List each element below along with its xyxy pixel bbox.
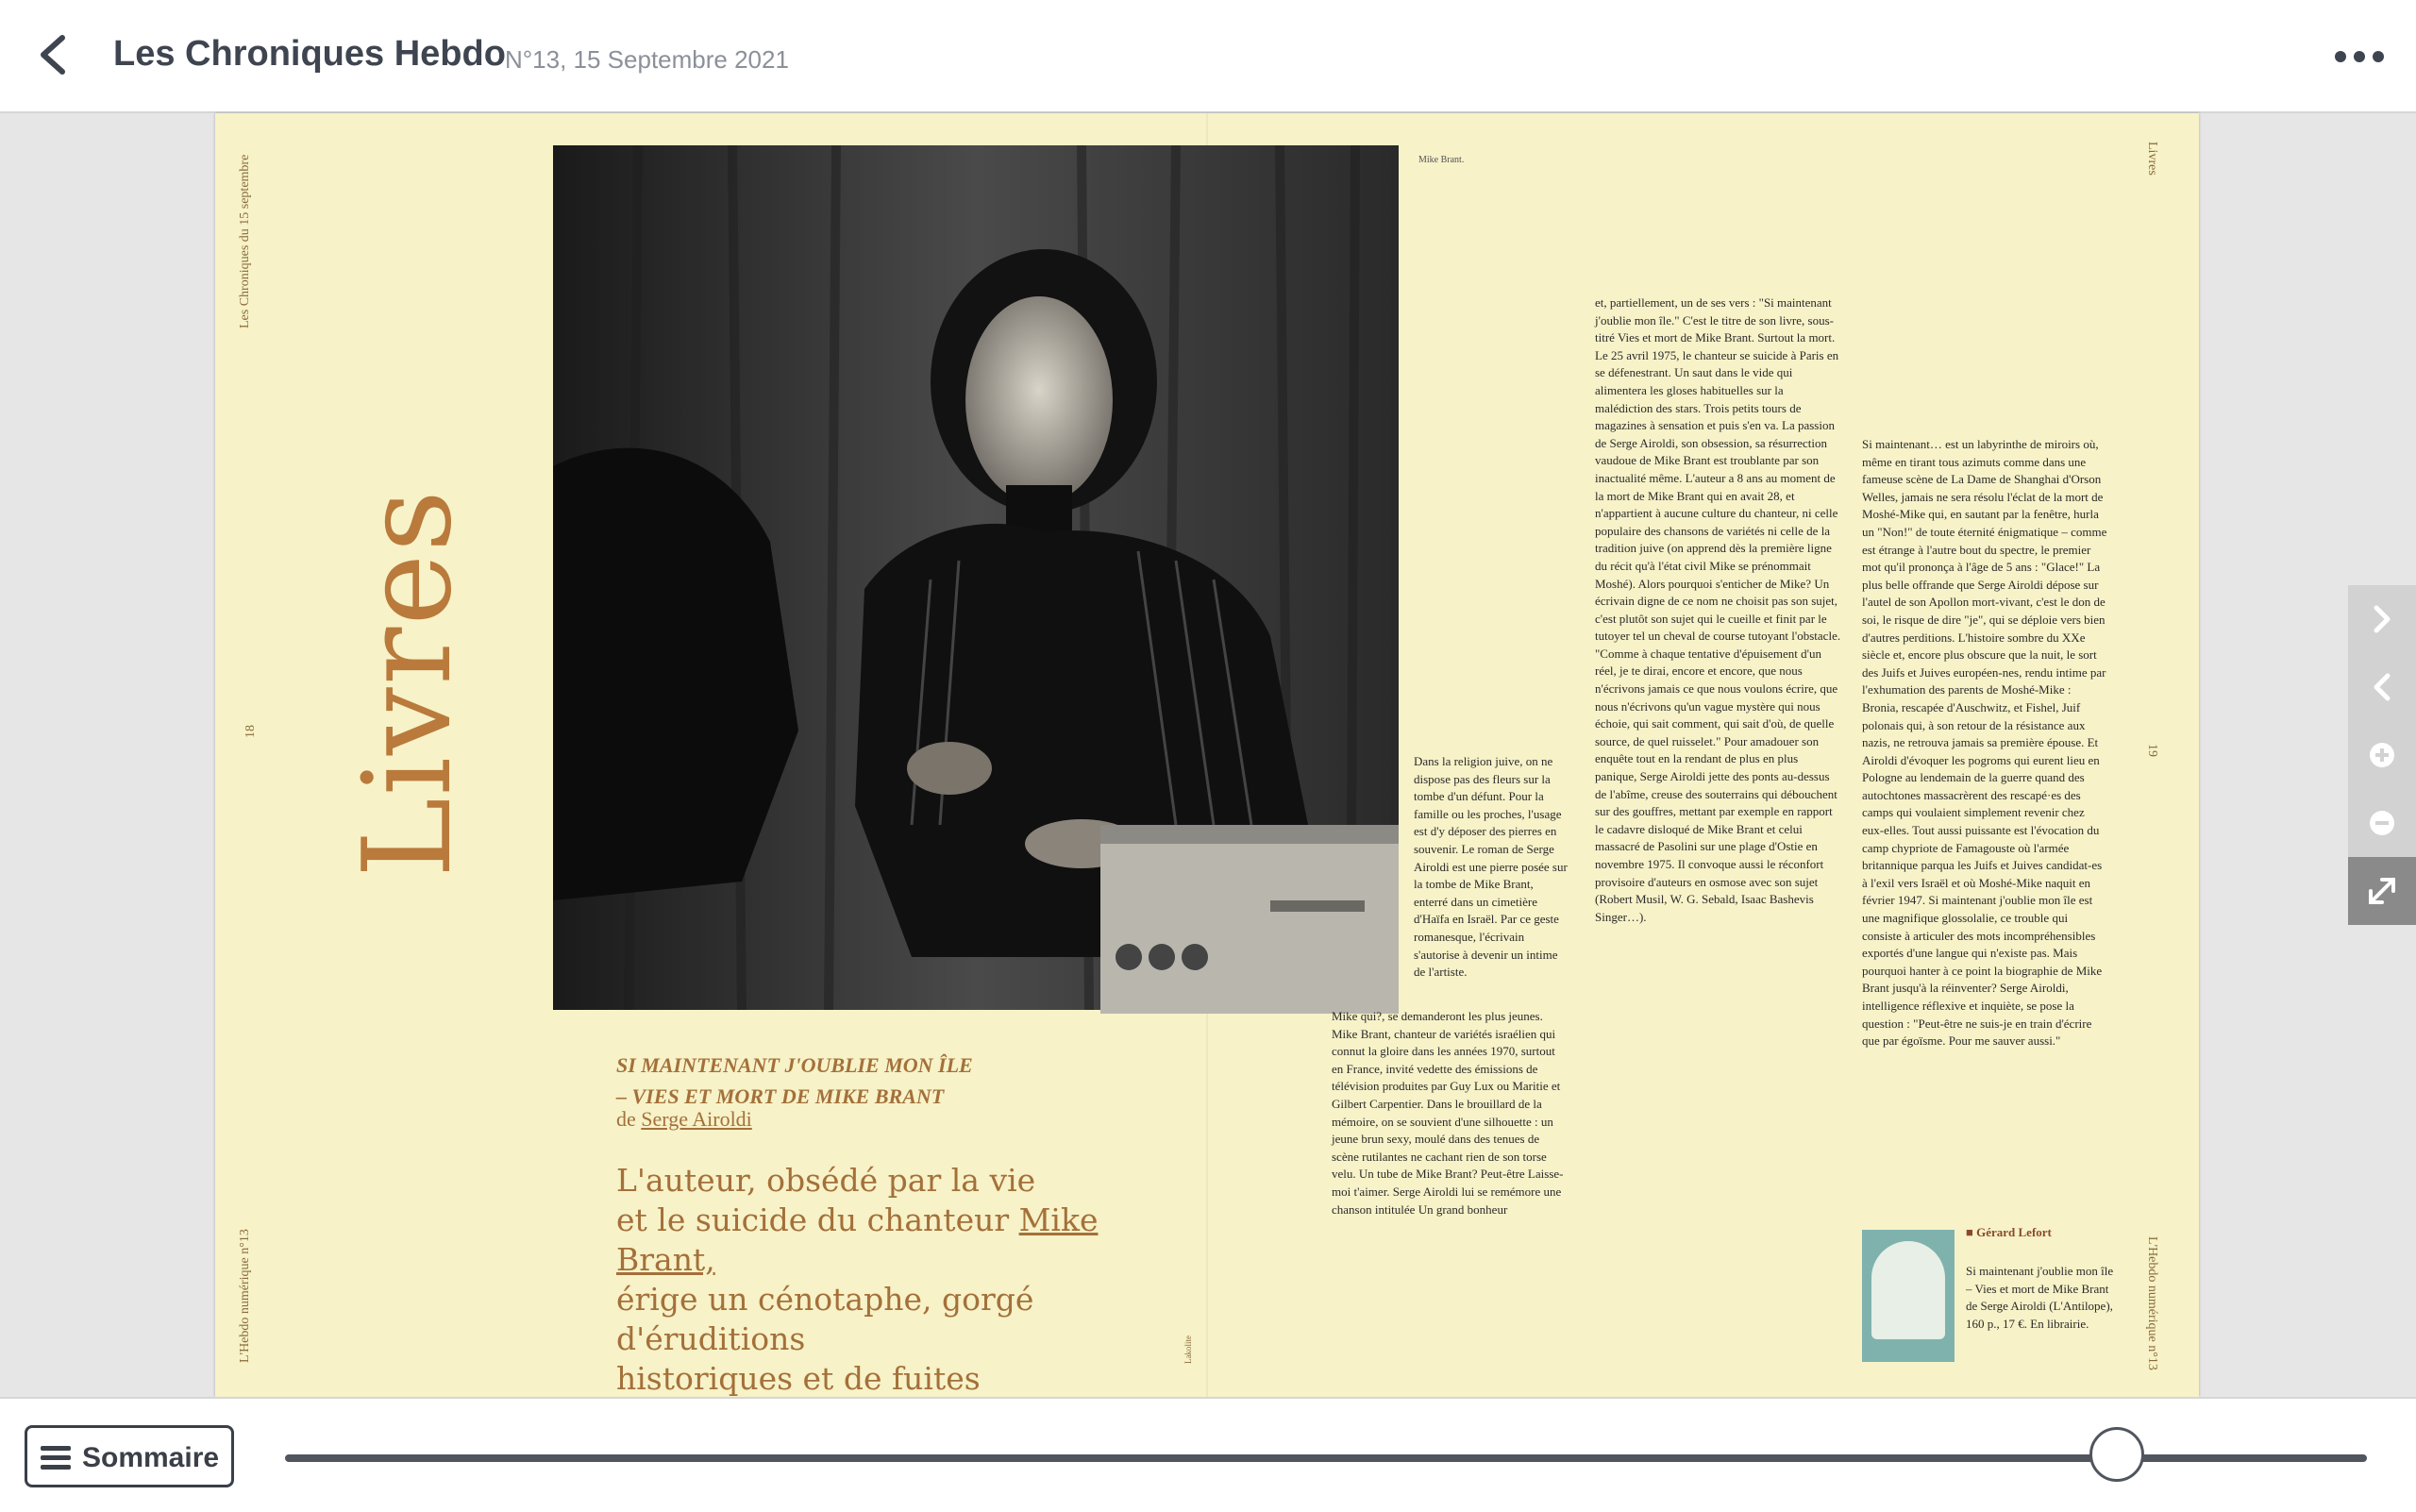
zoom-out-button[interactable]: [2348, 789, 2416, 857]
chevron-left-icon: [28, 28, 81, 81]
previous-page-button[interactable]: [2348, 653, 2416, 721]
right-running-head: Livres: [2145, 142, 2159, 176]
page-slider-track[interactable]: [285, 1454, 2367, 1462]
photo-credit: Lakolite: [1183, 1336, 1193, 1364]
chevron-left-icon: [2348, 653, 2416, 721]
lead-text: et le suicide du chanteur: [616, 1201, 1019, 1238]
right-footer: L'Hebdo numérique n°13: [2145, 1236, 2159, 1370]
author-line: [616, 1107, 752, 1132]
lead-line: [616, 1201, 1145, 1280]
article-signature: ■ Gérard Lefort: [1966, 1225, 2052, 1239]
book-title: [616, 1050, 973, 1112]
right-page-number: 19: [2145, 744, 2159, 757]
artist-link[interactable]: Mike Brant,: [616, 1201, 1099, 1278]
lead-line: L'auteur, obsédé par la vie: [616, 1162, 1036, 1199]
table-of-contents-button[interactable]: [25, 1425, 234, 1487]
book-info: Si maintenant j'oublie mon île – Vies et mort de Mike Brant de Serge Airoldi (L'Antilope), 160 p., 17 €. En librairie.: [1966, 1264, 2114, 1331]
fullscreen-button[interactable]: [2348, 857, 2416, 925]
issue-date: N°13, 15 Septembre 2021: [505, 45, 789, 74]
artist-photo: [553, 145, 1399, 1010]
book-cover-image: [1862, 1230, 1955, 1362]
menu-icon: [41, 1444, 71, 1470]
zoom-in-button[interactable]: [2348, 721, 2416, 789]
section-title: Livres: [338, 488, 478, 878]
left-running-head: Les Chroniques du 15 septembre: [238, 154, 252, 328]
page-controls: [2348, 585, 2416, 925]
chevron-right-icon: [2348, 585, 2416, 653]
article-column: et, partiellement, un de ses vers : "Si maintenant j'oublie mon île." C'est le titre de son livre, sous-titré Vies et mort de Mike Brant. Surtout la mort. Le 25 avril 1975, le chanteur se suicide à Paris en se défenestrant. Un saut dans le vide qui alimentera les gloses habituelles sur la malédiction des stars. Trois petits tours de magazines à sensation et puis s'en va. La passion de Serge Airoldi, son obsession, sa résurrection vaudoue de Mike Brant est troublante par son inactualité même. L'auteur a 8 ans au moment de la mort de Mike Brant qui en avait 28, et n'appartient à aucune culture du chanteur, ni celle populaire des chansons de variétés ni celle de la tradition juive (on apprend dès la première ligne du récit qu'à l'état civil Mike se prénommait Moshé). Alors pourquoi s'enticher de Mike? Un écrivain digne de ce nom ne choisit pas son sujet, c'est plutôt son sujet qui le cueille et finit par le tutoyer tel un cheval de course tutoyant l'obstacle. "Comme à chaque tentative d'épuisement d'un réel, je te dirai, encore et encore, que nous n'écrivons jamais ce que nous voulons écrire, que nous n'écrivons qu'un vague mystère qui nous échoie, qui sait comment, qui sait d'où, de quelle source, de quel ruisselet." Pour amadouer son enquête tout en la rendant de plus en plus panique, Serge Airoldi jette des ponts au-dessus de l'abîme, creuse des souterrains qui débouchent sur des gouffres, mettant par exemple en rapport le cadavre disloqué de Mike Brant et celui massacré de Pasolini sur une plage d'Ostie en novembre 1975. Il convoque aussi le réconfort provisoire d'auteurs en osmose avec son sujet (Robert Musil, W. G. Sebald, Isaac Bashevis Singer…).: [1595, 295, 1841, 924]
photo-caption: Mike Brant.: [1418, 155, 1465, 165]
magazine-spread[interactable]: [215, 113, 2199, 1397]
next-page-button[interactable]: [2348, 585, 2416, 653]
book-subtitle-line: – VIES ET MORT DE MIKE BRANT: [616, 1084, 945, 1108]
lead-line: érige un cénotaphe, gorgé d'éruditions: [616, 1281, 1034, 1357]
zoom-in-icon: [2348, 721, 2416, 789]
left-footer: L'Hebdo numérique n°13: [238, 1229, 252, 1363]
author-prefix: de: [616, 1107, 642, 1131]
top-bar: [0, 0, 2416, 113]
bottom-bar: [0, 1397, 2416, 1512]
fullscreen-icon: [2348, 857, 2416, 925]
book-title-line: SI MAINTENANT J'OUBLIE MON ÎLE: [616, 1053, 973, 1077]
page-slider-thumb[interactable]: [2089, 1427, 2144, 1482]
article-column: Dans la religion juive, on ne dispose pas des fleurs sur la tombe d'un défunt. Pour la famille ou les proches, l'usage est d'y déposer des pierres en souvenir. Le roman de Serge Airoldi est une pierre posée sur la tombe de Mike Brant, enterré dans un cimetière d'Haïfa en Israël. Par ce geste romanesque, l'écrivain s'autorise à devenir un intime de l'artiste.: [1414, 754, 1568, 980]
article-column: Si maintenant… est un labyrinthe de miroirs où, même en tirant tous azimuts comme dans une fameuse scène de La Dame de Shanghai d'Orson Welles, jamais ne sera résolu l'éclat de la mort de Moshé-Mike qui, en sautant par la fenêtre, hurla un "Non!" de toute éternité énigmatique – comme est étrange à l'autre bout du spectre, le premier mot qu'il prononça à l'âge de 5 ans : "Glace!" La plus belle offrande que Serge Airoldi dépose sur l'autel de son Apollon mort-vivant, c'est le don de soi, le risque de dire "je", qui se déploie vers bien d'autres perditions. L'histoire sombre du XXe siècle et, encore plus obscure que la nuit, le sort des Juifs et Juives européen-nes, rendu intime par l'exhumation des parents de Moshé-Mike : Bronia, rescapée d'Auschwitz, et Fishel, Juif polonais qui, à son retour de la résistance aux nazis, ne retrouva jamais sa première épouse. Et Airoldi d'évoquer les pogroms qui eurent lieu en Pologne au lendemain de la guerre quand des autochtones massacrèrent des rescapé·es des camps qui voulaient simplement revenir chez eux-elles. Tout aussi puissante est l'évocation du camp chypriote de Famagouste où l'armée britannique parqua les Juifs et Juives candidat-es à l'exil vers Israël et où Moshé-Mike naquit en février 1947. Si maintenant j'oublie mon île est une magnifique glossolalie, ce trouble qui consiste à articuler des mots incompréhensibles exportés d'une langue qui n'existe pas. Mais pourquoi hanter à ce point la biographie de Mike Brant jusqu'à la réinventer? Serge Airoldi, intelligence réflexive et inquiète, se pose la question : "Peut-être ne suis-je en train d'écrire que par égoïsme. Pour me sauver aussi.": [1862, 437, 2107, 1049]
more-options-button[interactable]: [2331, 38, 2388, 76]
ellipsis-icon: [2331, 38, 2388, 76]
table-of-contents-label: Sommaire: [82, 1442, 220, 1473]
left-page-number: 18: [243, 725, 258, 738]
back-button[interactable]: [28, 28, 81, 81]
zoom-out-icon: [2348, 789, 2416, 857]
publication-title: Les Chroniques Hebdo: [113, 34, 506, 74]
article-column: Mike qui?, se demanderont les plus jeunes. Mike Brant, chanteur de variétés israélien qui connut la gloire dans les années 1970, surtout en France, invité vedette des émissions de télévision produites par Guy Lux ou Maritie et Gilbert Carpentier. Dans le brouillard de la mémoire, on se souvient d'une silhouette : un jeune brun sexy, moulé dans des tenues de scène rutilantes ne cachant rien de son torse velu. Un tube de Mike Brant? Peut-être Laisse-moi t'aimer. Serge Airoldi lui se remémore une chanson intitulée Un grand bonheur: [1332, 1009, 1564, 1217]
lead-line: historiques et de fuites: [616, 1360, 981, 1397]
author-link[interactable]: Serge Airoldi: [641, 1107, 752, 1131]
